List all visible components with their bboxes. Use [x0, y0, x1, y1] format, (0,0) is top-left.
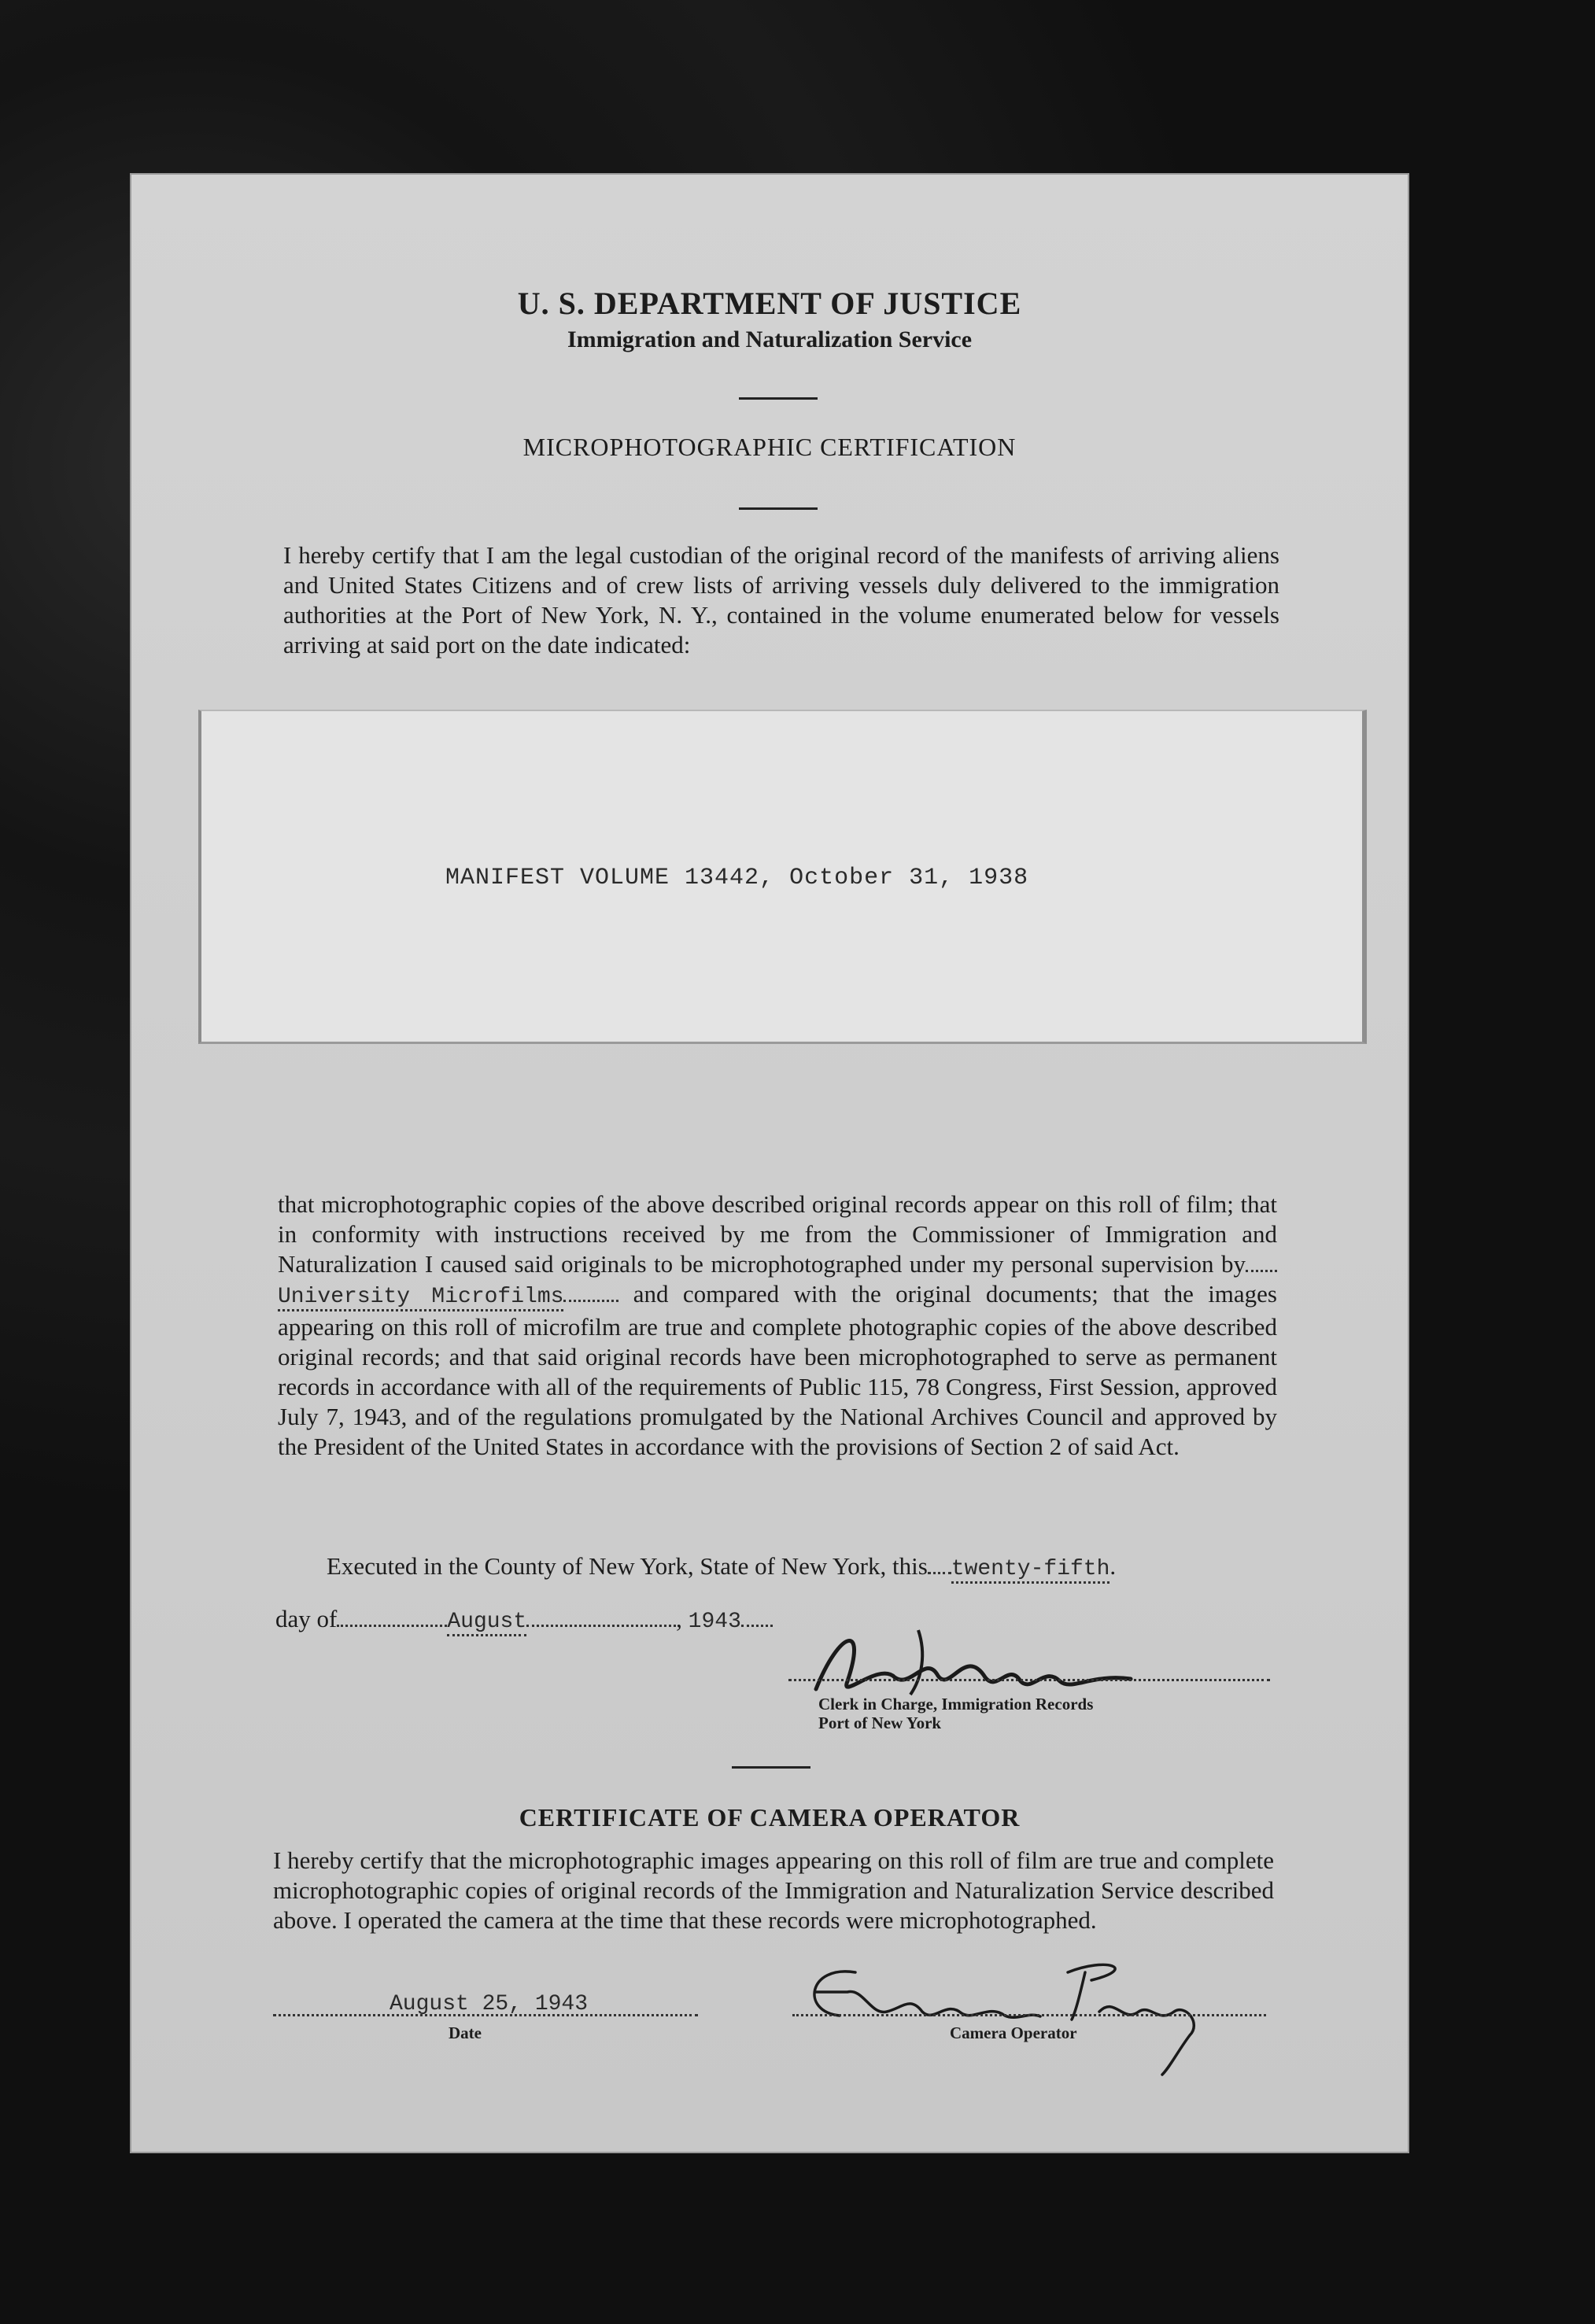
day-of-label: day of [275, 1605, 338, 1632]
manifest-label-box [198, 710, 1367, 1044]
body-text-part2: and compared with the original documents; that the images appearing on this roll of microfilm are true and complete photographic copies of the above described original records; and that said original records have been microphotographed to serve as permanent records in accordance with all of the requirements of Public 115, 78 Congress, First Session, approved July 7, 1943, and of the regulations promulgated by the National Archives Council and approved by the President of the United States in accordance with the provisions of Section 2 of said Act. [278, 1280, 1277, 1460]
certificate-page [131, 175, 1408, 2152]
certification-title: MICROPHOTOGRAPHIC CERTIFICATION [522, 433, 1017, 461]
service-subheading: Immigration and Naturalization Service [567, 326, 973, 352]
clerk-signature [792, 1607, 1202, 1709]
camera-operator-signature [792, 1949, 1233, 2075]
intro-paragraph: I hereby certify that I am the legal custodian of the original record of the manifests of arriving aliens and United States Citizens and of crew lists of arriving vessels duly delivered to the immigration authorities at the Port of New York, N. Y., contained in the volume enumerated below for vessels arriving at said port on the date indicated: [283, 541, 1279, 658]
clerk-signature-line [788, 1679, 1270, 1681]
executed-year: 1943 [688, 1610, 741, 1634]
executed-month: August [447, 1610, 526, 1636]
executed-line: Executed in the County of New York, State of New York, this twenty-fifth. [327, 1552, 1116, 1581]
camera-operator-label: Camera Operator [950, 2023, 1077, 2042]
clerk-title [818, 1695, 1093, 1732]
executed-prefix: Executed in the County of New York, State of New York, this [327, 1552, 928, 1580]
camera-certificate-text: I hereby certify that the microphotographic images appearing on this roll of film are true and complete microphotographic copies of original records of the Immigration and Naturalization Service described above. I operated the camera at the time that these records were microphotographed. [273, 1846, 1274, 1934]
department-heading: U. S. DEPARTMENT OF JUSTICE [517, 286, 1022, 321]
camera-operator-line [792, 2014, 1266, 2016]
body-text-part1: that microphotographic copies of the above described original records appear on this roll of film; that in conformity with instructions received by me from the Commissioner of Immigration and Naturalization I caused said originals to be microphotographed under my personal supervision by [278, 1190, 1277, 1278]
divider [732, 1766, 810, 1769]
camera-certificate-title: CERTIFICATE OF CAMERA OPERATOR [519, 1803, 1021, 1832]
filmed-by-value: University Microfilms [278, 1285, 563, 1311]
date-label: Date [449, 2023, 482, 2042]
divider [739, 397, 818, 400]
clerk-title-line1: Clerk in Charge, Immigration Records [818, 1695, 1094, 1713]
body-paragraph [278, 1190, 1277, 1462]
executed-day: twenty-fifth [951, 1557, 1110, 1584]
manifest-volume-text: MANIFEST VOLUME 13442, October 31, 1938 [445, 865, 1029, 891]
camera-date-value: August 25, 1943 [390, 1992, 589, 2016]
divider [739, 507, 818, 510]
day-of-line: day of August , 1943 [275, 1605, 773, 1634]
clerk-title-line2: Port of New York [818, 1713, 942, 1732]
